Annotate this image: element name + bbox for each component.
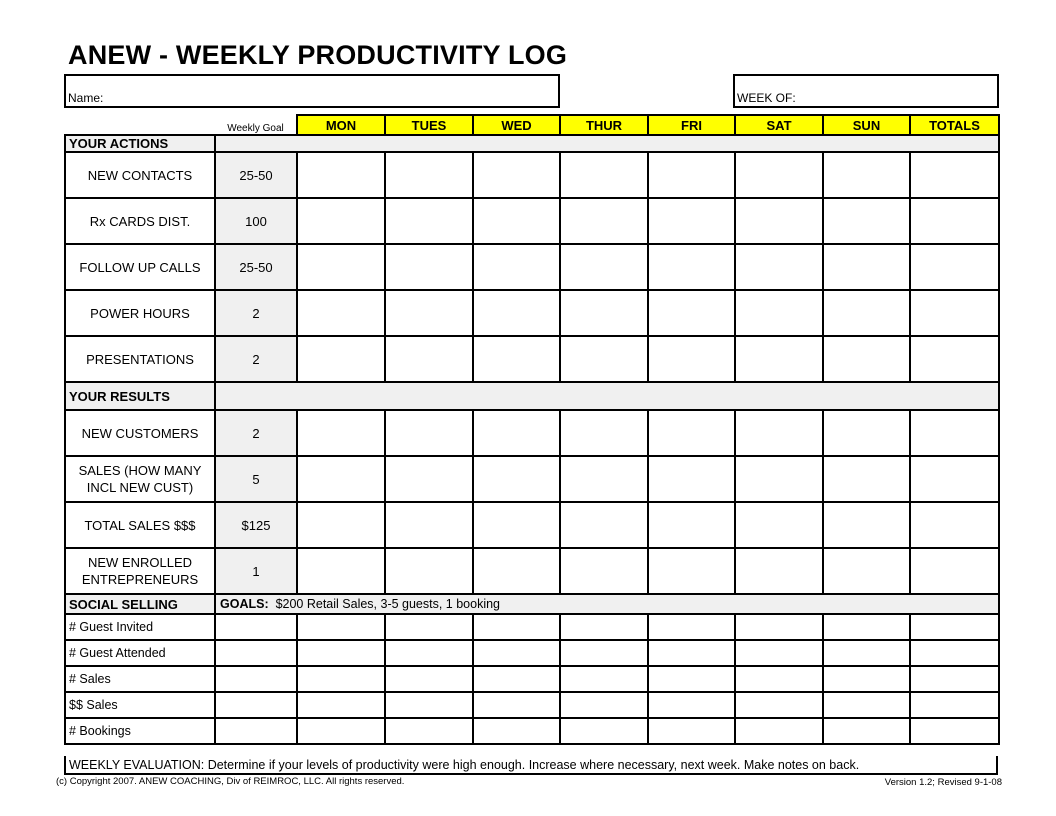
result-row (65, 456, 999, 502)
page-title: ANEW - WEEKLY PRODUCTIVITY LOG (68, 40, 568, 70)
goal-cell: 1 (215, 548, 297, 594)
goal-entry-cell[interactable] (215, 692, 297, 718)
entry-cell[interactable] (560, 614, 648, 640)
total-cell[interactable] (910, 548, 999, 594)
row-label: FOLLOW UP CALLS (65, 244, 215, 290)
row-label: NEW CUSTOMERS (65, 410, 215, 456)
entry-cell[interactable] (473, 718, 560, 744)
entry-cell[interactable] (385, 640, 473, 666)
entry-cell[interactable] (385, 410, 473, 456)
entry-cell[interactable] (648, 502, 735, 548)
row-label: TOTAL SALES $$$ (65, 502, 215, 548)
social-row-label: # Bookings (65, 718, 215, 744)
entry-cell[interactable] (385, 614, 473, 640)
total-cell[interactable] (910, 244, 999, 290)
social-row-label: $$ Sales (65, 692, 215, 718)
entry-cell[interactable] (560, 666, 648, 692)
entry-cell[interactable] (297, 502, 385, 548)
entry-cell[interactable] (297, 290, 385, 336)
row-label: NEW CONTACTS (65, 152, 215, 198)
entry-cell[interactable] (735, 198, 823, 244)
entry-cell[interactable] (385, 456, 473, 502)
entry-cell[interactable] (297, 456, 385, 502)
goal-entry-cell[interactable] (215, 640, 297, 666)
entry-cell[interactable] (823, 336, 910, 382)
entry-cell[interactable] (473, 410, 560, 456)
section-social-selling: SOCIAL SELLING (65, 594, 215, 614)
goal-cell: 2 (215, 336, 297, 382)
entry-cell[interactable] (648, 614, 735, 640)
social-row-label: # Sales (65, 666, 215, 692)
result-row (65, 502, 999, 548)
entry-cell[interactable] (297, 548, 385, 594)
entry-cell[interactable] (823, 548, 910, 594)
entry-cell[interactable] (735, 666, 823, 692)
entry-cell[interactable] (735, 410, 823, 456)
entry-cell[interactable] (473, 198, 560, 244)
entry-cell[interactable] (297, 198, 385, 244)
section-your-results: YOUR RESULTS (65, 382, 215, 410)
entry-cell[interactable] (823, 244, 910, 290)
entry-cell[interactable] (560, 718, 648, 744)
goal-cell: 5 (215, 456, 297, 502)
social-row (65, 666, 999, 692)
entry-cell[interactable] (473, 502, 560, 548)
entry-cell[interactable] (473, 336, 560, 382)
entry-cell[interactable] (560, 410, 648, 456)
entry-cell[interactable] (560, 548, 648, 594)
entry-cell[interactable] (648, 152, 735, 198)
goal-cell: 25-50 (215, 244, 297, 290)
entry-cell[interactable] (648, 666, 735, 692)
entry-cell[interactable] (560, 198, 648, 244)
day-header: TUES (385, 115, 473, 135)
entry-cell[interactable] (823, 410, 910, 456)
entry-cell[interactable] (473, 290, 560, 336)
social-row (65, 640, 999, 666)
entry-cell[interactable] (823, 456, 910, 502)
entry-cell[interactable] (823, 640, 910, 666)
total-cell[interactable] (910, 502, 999, 548)
entry-cell[interactable] (385, 666, 473, 692)
entry-cell[interactable] (297, 410, 385, 456)
entry-cell[interactable] (473, 456, 560, 502)
social-goals (215, 594, 999, 614)
goal-entry-cell[interactable] (215, 666, 297, 692)
entry-cell[interactable] (385, 198, 473, 244)
entry-cell[interactable] (297, 336, 385, 382)
row-label-line: INCL NEW CUST) (86, 480, 194, 495)
social-row-label: # Guest Attended (65, 640, 215, 666)
total-cell[interactable] (910, 336, 999, 382)
name-label: Name: (68, 91, 104, 105)
row-label: POWER HOURS (65, 290, 215, 336)
day-header: SAT (735, 115, 823, 135)
row-label-line: NEW ENROLLED (87, 555, 193, 570)
entry-cell[interactable] (560, 640, 648, 666)
entry-cell[interactable] (385, 718, 473, 744)
entry-cell[interactable] (823, 614, 910, 640)
total-cell[interactable] (910, 290, 999, 336)
entry-cell[interactable] (648, 456, 735, 502)
total-cell[interactable] (910, 456, 999, 502)
day-header: FRI (648, 115, 735, 135)
section-fill (215, 135, 999, 152)
entry-cell[interactable] (648, 692, 735, 718)
action-row (65, 198, 999, 244)
entry-cell[interactable] (297, 640, 385, 666)
entry-cell[interactable] (735, 614, 823, 640)
total-cell[interactable] (910, 614, 999, 640)
version-info: Version 1.2; Revised 9-1-08 (884, 777, 1002, 788)
entry-cell[interactable] (473, 640, 560, 666)
entry-cell[interactable] (735, 718, 823, 744)
day-header: MON (297, 115, 385, 135)
entry-cell[interactable] (735, 290, 823, 336)
result-row (65, 410, 999, 456)
copyright-notice: (c) Copyright 2007. ANEW COACHING, Div of REIMROC, LLC. All rights reserved. (56, 776, 405, 787)
social-row-label: # Guest Invited (65, 614, 215, 640)
action-row (65, 152, 999, 198)
goal-entry-cell[interactable] (215, 614, 297, 640)
action-row (65, 244, 999, 290)
entry-cell[interactable] (385, 692, 473, 718)
entry-cell[interactable] (297, 152, 385, 198)
entry-cell[interactable] (560, 244, 648, 290)
entry-cell[interactable] (648, 410, 735, 456)
goal-entry-cell[interactable] (215, 718, 297, 744)
entry-cell[interactable] (297, 244, 385, 290)
social-row (65, 718, 999, 744)
entry-cell[interactable] (823, 198, 910, 244)
entry-cell[interactable] (648, 290, 735, 336)
total-cell[interactable] (910, 640, 999, 666)
result-row (65, 548, 999, 594)
goal-cell: 25-50 (215, 152, 297, 198)
row-label-line: ENTREPRENEURS (81, 572, 199, 587)
entry-cell[interactable] (385, 290, 473, 336)
entry-cell[interactable] (473, 548, 560, 594)
row-label: PRESENTATIONS (65, 336, 215, 382)
row-label (65, 456, 215, 502)
day-header: WED (473, 115, 560, 135)
weekly-goal-header: Weekly Goal (227, 123, 284, 134)
log-table (64, 114, 1000, 745)
entry-cell[interactable] (560, 502, 648, 548)
row-label: Rx CARDS DIST. (65, 198, 215, 244)
week-of-label: WEEK OF: (737, 91, 796, 105)
entry-cell[interactable] (297, 692, 385, 718)
social-goals-label: GOALS: (220, 597, 269, 611)
total-cell[interactable] (910, 152, 999, 198)
entry-cell[interactable] (385, 548, 473, 594)
entry-cell[interactable] (648, 198, 735, 244)
entry-cell[interactable] (735, 692, 823, 718)
entry-cell[interactable] (648, 244, 735, 290)
entry-cell[interactable] (735, 548, 823, 594)
total-cell[interactable] (910, 692, 999, 718)
entry-cell[interactable] (297, 718, 385, 744)
entry-cell[interactable] (735, 244, 823, 290)
entry-cell[interactable] (560, 336, 648, 382)
entry-cell[interactable] (823, 666, 910, 692)
entry-cell[interactable] (297, 614, 385, 640)
action-row (65, 336, 999, 382)
weekly-evaluation: WEEKLY EVALUATION: Determine if your levels of productivity were high enough. Increase where necessary, next week. Make notes on back. (64, 756, 998, 775)
goal-cell: 2 (215, 410, 297, 456)
entry-cell[interactable] (648, 548, 735, 594)
entry-cell[interactable] (473, 666, 560, 692)
day-header: THUR (560, 115, 648, 135)
week-of-field[interactable] (733, 74, 999, 108)
totals-header: TOTALS (910, 115, 999, 135)
total-cell[interactable] (910, 666, 999, 692)
entry-cell[interactable] (473, 614, 560, 640)
goal-cell: 2 (215, 290, 297, 336)
action-row (65, 290, 999, 336)
entry-cell[interactable] (560, 152, 648, 198)
entry-cell[interactable] (735, 502, 823, 548)
section-your-actions: YOUR ACTIONS (65, 135, 215, 152)
social-goals-text: $200 Retail Sales, 3-5 guests, 1 booking (275, 597, 501, 611)
entry-cell[interactable] (560, 290, 648, 336)
entry-cell[interactable] (297, 666, 385, 692)
entry-cell[interactable] (560, 692, 648, 718)
social-row (65, 692, 999, 718)
entry-cell[interactable] (823, 152, 910, 198)
header-spacer (65, 115, 215, 135)
entry-cell[interactable] (823, 502, 910, 548)
goal-cell: 100 (215, 198, 297, 244)
row-label (65, 548, 215, 594)
goal-cell: $125 (215, 502, 297, 548)
name-field[interactable] (64, 74, 560, 108)
entry-cell[interactable] (735, 336, 823, 382)
entry-cell[interactable] (735, 640, 823, 666)
entry-cell[interactable] (823, 692, 910, 718)
entry-cell[interactable] (648, 718, 735, 744)
entry-cell[interactable] (560, 456, 648, 502)
total-cell[interactable] (910, 718, 999, 744)
entry-cell[interactable] (648, 336, 735, 382)
total-cell[interactable] (910, 198, 999, 244)
total-cell[interactable] (910, 410, 999, 456)
entry-cell[interactable] (473, 692, 560, 718)
entry-cell[interactable] (473, 152, 560, 198)
entry-cell[interactable] (385, 502, 473, 548)
entry-cell[interactable] (823, 290, 910, 336)
row-label-line: SALES (HOW MANY (78, 463, 202, 478)
section-fill (215, 382, 999, 410)
entry-cell[interactable] (735, 152, 823, 198)
day-header: SUN (823, 115, 910, 135)
social-row (65, 614, 999, 640)
entry-cell[interactable] (648, 640, 735, 666)
entry-cell[interactable] (473, 244, 560, 290)
entry-cell[interactable] (823, 718, 910, 744)
entry-cell[interactable] (385, 244, 473, 290)
entry-cell[interactable] (735, 456, 823, 502)
entry-cell[interactable] (385, 336, 473, 382)
entry-cell[interactable] (385, 152, 473, 198)
